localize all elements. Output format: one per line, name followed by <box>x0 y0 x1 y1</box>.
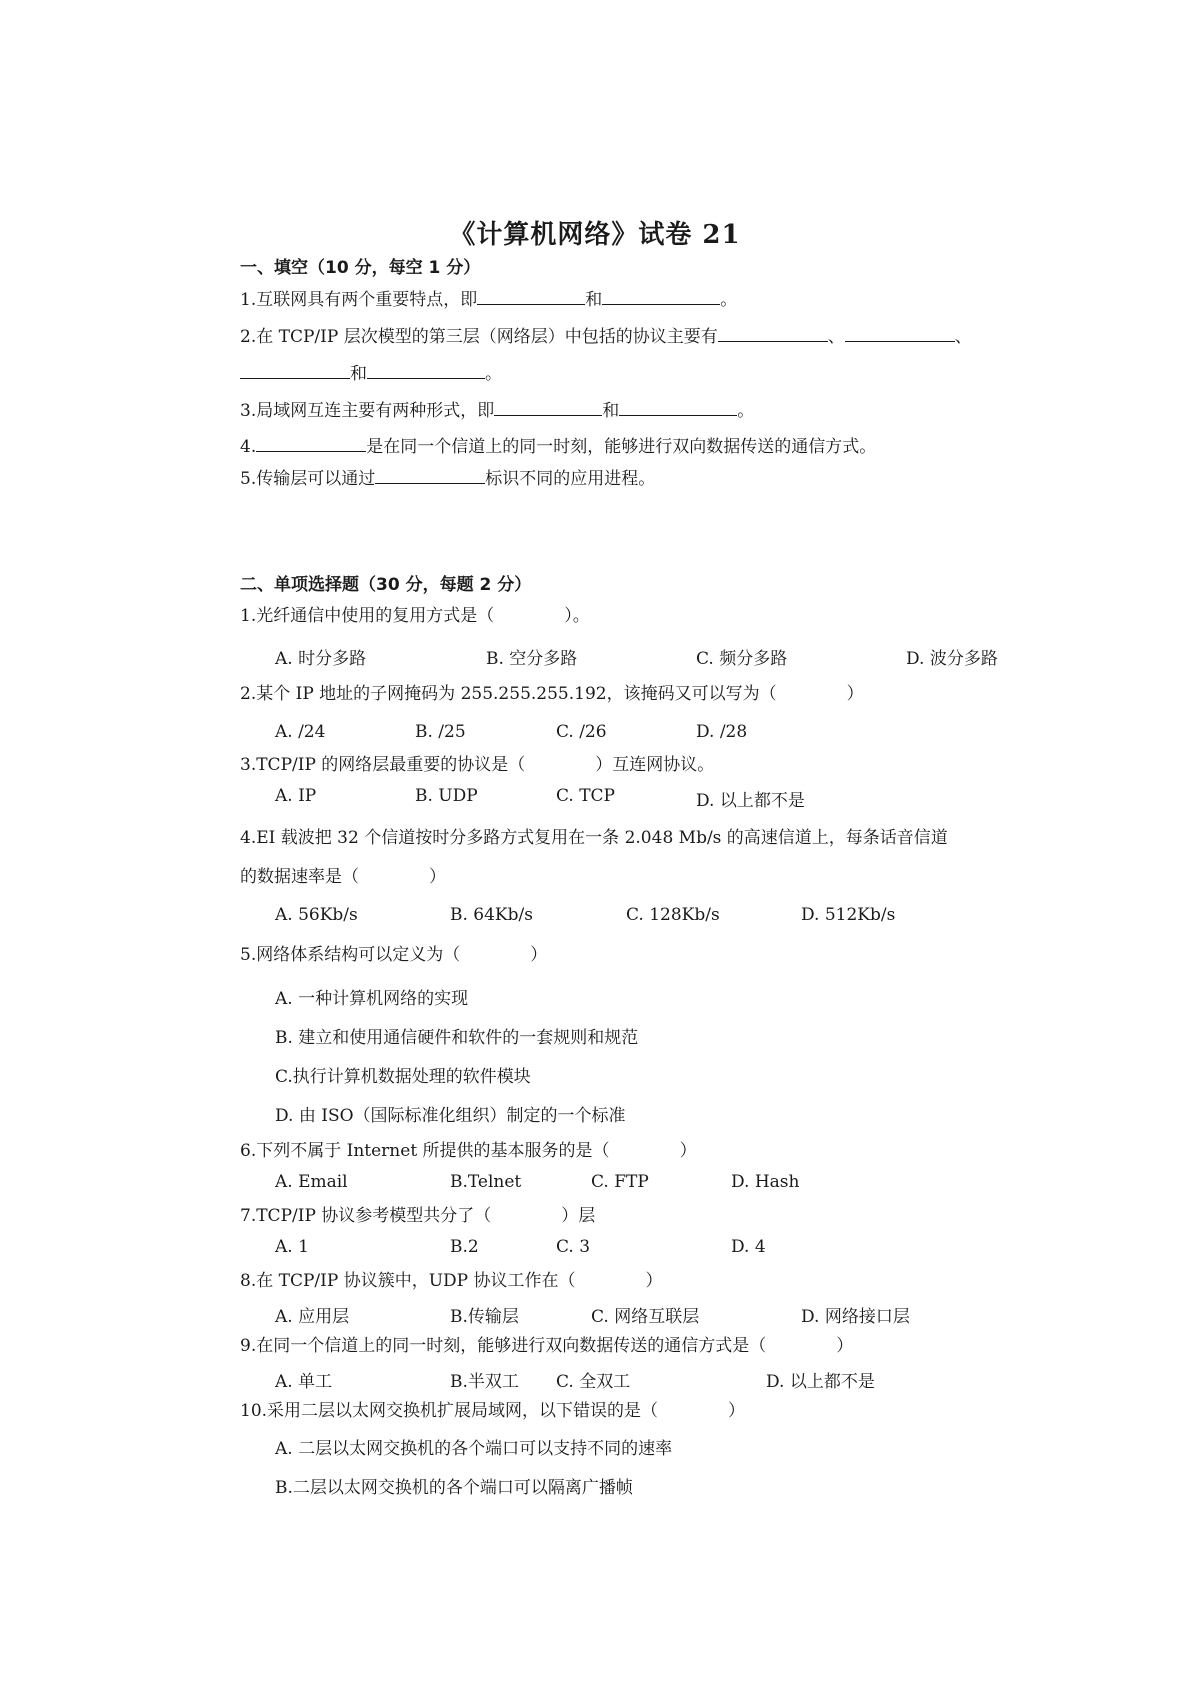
option-b[interactable]: B.半双工 <box>450 1372 519 1392</box>
option-c[interactable]: C. TCP <box>556 786 615 806</box>
option-b[interactable]: B.Telnet <box>450 1172 522 1192</box>
option-c[interactable]: C. 3 <box>556 1237 591 1257</box>
option-d[interactable]: D. 由 ISO（国际标准化组织）制定的一个标准 <box>275 1106 626 1126</box>
option-b[interactable]: B. 空分多路 <box>486 649 578 669</box>
choice-question-5: 5.网络体系结构可以定义为（ ） <box>240 945 548 965</box>
option-c[interactable]: C. /26 <box>556 722 607 742</box>
option-c[interactable]: C. 128Kb/s <box>626 905 720 925</box>
answer-blank[interactable] <box>845 325 955 342</box>
answer-blank[interactable] <box>367 362 485 379</box>
option-d[interactable]: D. 512Kb/s <box>801 905 896 925</box>
option-d[interactable]: D. 网络接口层 <box>801 1307 910 1327</box>
option-c[interactable]: C. 频分多路 <box>696 649 788 669</box>
exam-title: 《计算机网络》试卷 21 <box>449 220 741 250</box>
option-a[interactable]: A. 单工 <box>275 1372 333 1392</box>
choice-question-4: 4.EI 载波把 32 个信道按时分多路方式复用在一条 2.048 Mb/s 的高速信道上，每条话音信道 <box>240 828 948 848</box>
option-a[interactable]: A. 1 <box>275 1237 309 1257</box>
answer-blank[interactable] <box>718 325 828 342</box>
option-d[interactable]: D. 波分多路 <box>906 649 998 669</box>
option-a[interactable]: A. 56Kb/s <box>275 905 358 925</box>
answer-blank[interactable] <box>477 288 585 305</box>
fill-question-4: 4. 是在同一个信道上的同一时刻，能够进行双向数据传送的通信方式。 <box>240 437 877 457</box>
section-1-heading: 一、填空（10 分，每空 1 分） <box>240 258 481 278</box>
option-c[interactable]: C.执行计算机数据处理的软件模块 <box>275 1067 531 1087</box>
fill-question-2-cont: 和 。 <box>240 362 502 385</box>
choice-question-8: 8.在 TCP/IP 协议簇中，UDP 协议工作在（ ） <box>240 1271 663 1291</box>
answer-blank[interactable] <box>240 362 350 379</box>
option-a[interactable]: A. 一种计算机网络的实现 <box>275 989 469 1009</box>
choice-question-6: 6.下列不属于 Internet 所提供的基本服务的是（ ） <box>240 1141 697 1161</box>
option-b[interactable]: B. UDP <box>415 786 478 806</box>
option-d[interactable]: D. 以上都不是 <box>766 1372 875 1392</box>
option-b[interactable]: B.传输层 <box>450 1307 519 1327</box>
choice-question-3: 3.TCP/IP 的网络层最重要的协议是（ ）互连网协议。 <box>240 755 715 775</box>
option-a[interactable]: A. 时分多路 <box>275 649 367 669</box>
option-b[interactable]: B. 64Kb/s <box>450 905 533 925</box>
option-a[interactable]: A. IP <box>275 786 317 806</box>
option-a[interactable]: A. 二层以太网交换机的各个端口可以支持不同的速率 <box>275 1439 673 1459</box>
answer-blank[interactable] <box>375 467 485 484</box>
choice-question-10: 10.采用二层以太网交换机扩展局域网，以下错误的是（ ） <box>240 1401 746 1421</box>
choice-question-4-cont: 的数据速率是（ ） <box>240 867 446 887</box>
fill-question-2: 2.在 TCP/IP 层次模型的第三层（网络层）中包括的协议主要有 、 、 <box>240 327 972 347</box>
fill-question-1: 1.互联网具有两个重要特点，即 和 。 <box>240 290 738 310</box>
answer-blank[interactable] <box>494 399 602 416</box>
option-d[interactable]: D. 4 <box>731 1237 766 1257</box>
choice-question-7: 7.TCP/IP 协议参考模型共分了（ ）层 <box>240 1206 596 1226</box>
choice-question-9: 9.在同一个信道上的同一时刻，能够进行双向数据传送的通信方式是（ ） <box>240 1336 854 1356</box>
option-c[interactable]: C. 全双工 <box>556 1372 631 1392</box>
fill-question-5: 5.传输层可以通过 标识不同的应用进程。 <box>240 469 656 489</box>
option-a[interactable]: A. 应用层 <box>275 1307 350 1327</box>
option-b[interactable]: B. /25 <box>415 722 466 742</box>
choice-question-2: 2.某个 IP 地址的子网掩码为 255.255.255.192，该掩码又可以写为（ ） <box>240 684 864 704</box>
answer-blank[interactable] <box>602 288 720 305</box>
option-d[interactable]: D. 以上都不是 <box>696 791 805 811</box>
option-c[interactable]: C. FTP <box>591 1172 649 1192</box>
option-a[interactable]: A. Email <box>275 1172 348 1192</box>
option-d[interactable]: D. Hash <box>731 1172 800 1192</box>
option-b[interactable]: B.二层以太网交换机的各个端口可以隔离广播帧 <box>275 1478 633 1498</box>
option-b[interactable]: B.2 <box>450 1237 479 1257</box>
option-b[interactable]: B. 建立和使用通信硬件和软件的一套规则和规范 <box>275 1028 639 1048</box>
option-a[interactable]: A. /24 <box>275 722 326 742</box>
option-d[interactable]: D. /28 <box>696 722 748 742</box>
option-c[interactable]: C. 网络互联层 <box>591 1307 700 1327</box>
section-2-heading: 二、单项选择题（30 分，每题 2 分） <box>240 575 532 595</box>
choice-question-1: 1.光纤通信中使用的复用方式是（ ）。 <box>240 606 590 626</box>
fill-question-3: 3.局域网互连主要有两种形式，即 和 。 <box>240 401 755 421</box>
answer-blank[interactable] <box>256 435 366 452</box>
answer-blank[interactable] <box>619 399 737 416</box>
